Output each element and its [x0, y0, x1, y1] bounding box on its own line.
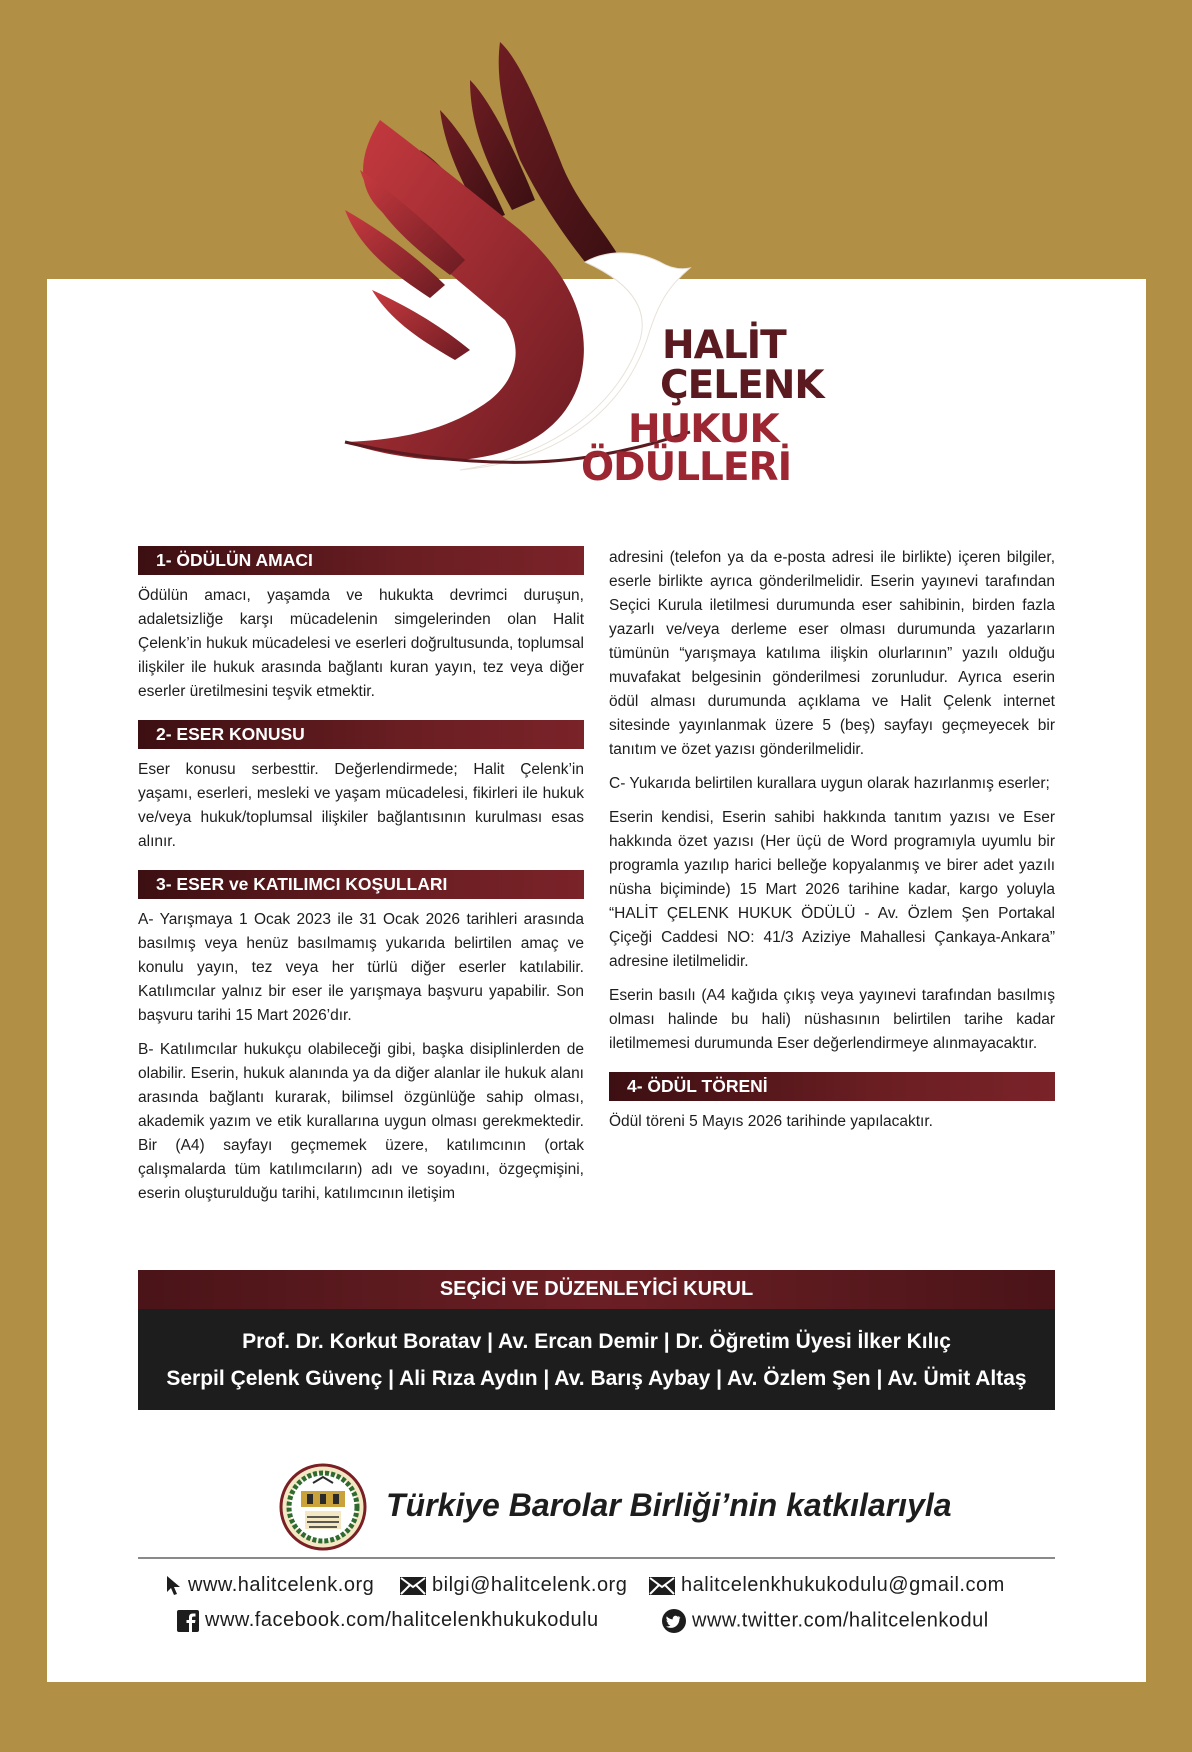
section-4-text: Ödül töreni 5 Mayıs 2026 tarihinde yapılacaktır.: [609, 1113, 933, 1130]
contact-email-1[interactable]: [400, 1574, 627, 1597]
mail-icon: [400, 1577, 426, 1595]
brand-line-2: ÇELENK: [660, 363, 824, 408]
section-2-text: Eser konusu serbesttir. Değerlendirmede; Halit Çelenk’in yaşamı, eserleri, mesleki ve yaşam mücadelesi, fikirleri ile hukuk ve/veya hukuk/toplumsal ilişkiler bağlantısının kurulması esas alınır.: [138, 761, 584, 850]
email-link-2[interactable]: halitcelenkhukukodulu@gmail.com: [681, 1574, 1005, 1596]
mail-icon: [649, 1577, 675, 1595]
twitter-link[interactable]: www.twitter.com/halitcelenkodul: [692, 1609, 989, 1632]
cursor-icon: [166, 1575, 182, 1597]
section-3-a: A- Yarışmaya 1 Ocak 2023 ile 31 Ocak 2026 tarihleri arasında basılmış veya henüz basılmamış yukarıda belirtilen amaç ve konulu yayın, tez veya her türlü diğer eserler katılabilir. Katılımcılar yalnız bir eser ile yarışmaya başvuru yapabilir. Son başvuru tarihi 15 Mart 2026’dır.: [138, 911, 584, 1024]
committee-line-1: Prof. Dr. Korkut Boratav | Av. Ercan Demir | Dr. Öğretim Üyesi İlker Kılıç: [242, 1330, 951, 1353]
facebook-link[interactable]: www.facebook.com/halitcelenkhukukodulu: [205, 1609, 599, 1631]
facebook-icon: [177, 1610, 199, 1632]
divider: [138, 1557, 1055, 1559]
hands-dove-logo: [0, 0, 1192, 520]
sponsor-text: Türkiye Barolar Birliği’nin katkılarıyla: [386, 1487, 952, 1523]
section-2-title: 2- ESER KONUSU: [138, 720, 584, 749]
left-column: [138, 546, 584, 1216]
committee-box: [138, 1270, 1055, 1410]
brand-line-4: ÖDÜLLERİ: [581, 445, 792, 490]
section-4-title: 4- ÖDÜL TÖRENİ: [609, 1072, 1055, 1101]
contact-twitter[interactable]: [662, 1609, 989, 1633]
section-1-text: Ödülün amacı, yaşamda ve hukukta devrimci duruşun, adaletsizliğe karşı mücadelenin simgelerinden olan Halit Çelenk’in hukuk mücadelesi ve eserleri doğrultusunda, toplumsal ilişkiler ile hukuk arasında bağlantı kuran yayın, tez veya diğer eserler üretilmesini teşvik etmektir.: [138, 587, 584, 700]
brand-line-1: HALİT: [662, 323, 786, 368]
section-3-c2: Eserin kendisi, Eserin sahibi hakkında tanıtım yazısı ve Eser hakkında özet yazısı (Her üçü de Word programıyla uyumlu bir programla yazılıp harici belleğe kopyalanmış ve birer adet yazılı nüsha biçiminde) 15 Mart 2026 tarihine kadar, kargo yoluyla “HALİT ÇELENK HUKUK ÖDÜLÜ - Av. Özlem Şen Portakal Çiçeği Caddesi NO: 41/3 Aziziye Mahallesi Çankaya-Ankara” adresine iletilmelidir.: [609, 809, 1055, 970]
email-link-1[interactable]: bilgi@halitcelenk.org: [432, 1574, 628, 1596]
tbb-seal-logo: [279, 1463, 367, 1551]
contact-facebook[interactable]: [177, 1609, 599, 1632]
committee-line-2: Serpil Çelenk Güvenç | Ali Rıza Aydın | Av. Barış Aybay | Av. Özlem Şen | Av. Ümit Altaş: [166, 1367, 1027, 1390]
committee-title: SEÇİCİ VE DÜZENLEYİCİ KURUL: [138, 1270, 1055, 1309]
twitter-icon: [662, 1609, 686, 1633]
contact-web[interactable]: [166, 1574, 374, 1597]
section-3-b: B- Katılımcılar hukukçu olabileceği gibi, başka disiplinlerden de olabilir. Eserin, hukuk alanında ya da diğer alanlar ile hukuk alanı arasında bağlantı kurarak, bilimsel özgünlüğe sahip olması, akademik yazım ve etik kurallarına uygun olması gerekmektedir. Bir (A4) sayfayı geçmemek üzere, katılımcının (ortak çalışmalarda tüm katılımcıların) adı ve soyadını, özgeçmişini, eserin oluşturulduğu tarihi, katılımcının iletişim: [138, 1041, 584, 1202]
section-3-b-cont: adresini (telefon ya da e-posta adresi ile birlikte) içeren bilgiler, eserle birlikte ayrıca gönderilmelidir. Eserin yayınevi tarafından Seçici Kurula iletilmesi durumunda eser sahibinin, birden fazla yazarlı ve/veya derleme eser olması durumunda yazarların tümünün “yarışmaya katılıma ilişkin olurlarının” yazılı olduğu muvafakat belgesinin gönderilmesi zorunludur. Ayrıca eserin ödül alması durumunda açıklama ve Halit Çelenk internet sitesinde yayınlanmak üzere 5 (beş) sayfayı geçmeyecek bir tanıtım ve özet yazısı gönderilmelidir.: [609, 549, 1055, 758]
section-3-c: C- Yukarıda belirtilen kurallara uygun olarak hazırlanmış eserler;: [609, 775, 1050, 792]
section-3-c3: Eserin basılı (A4 kağıda çıkış veya yayınevi tarafından basılmış olması halinde bu hali) nüshasının belirtilen tarihe kadar iletilmemesi durumunda Eser değerlendirmeye alınmayacaktır.: [609, 987, 1055, 1052]
brand-line-3: HUKUK: [628, 407, 779, 452]
section-1-title: 1- ÖDÜLÜN AMACI: [138, 546, 584, 575]
committee-members: [138, 1309, 1055, 1410]
web-link[interactable]: www.halitcelenk.org: [188, 1574, 375, 1596]
section-3-title: 3- ESER ve KATILIMCI KOŞULLARI: [138, 870, 584, 899]
right-column: [609, 546, 1055, 1144]
contact-email-2[interactable]: [649, 1574, 1005, 1597]
